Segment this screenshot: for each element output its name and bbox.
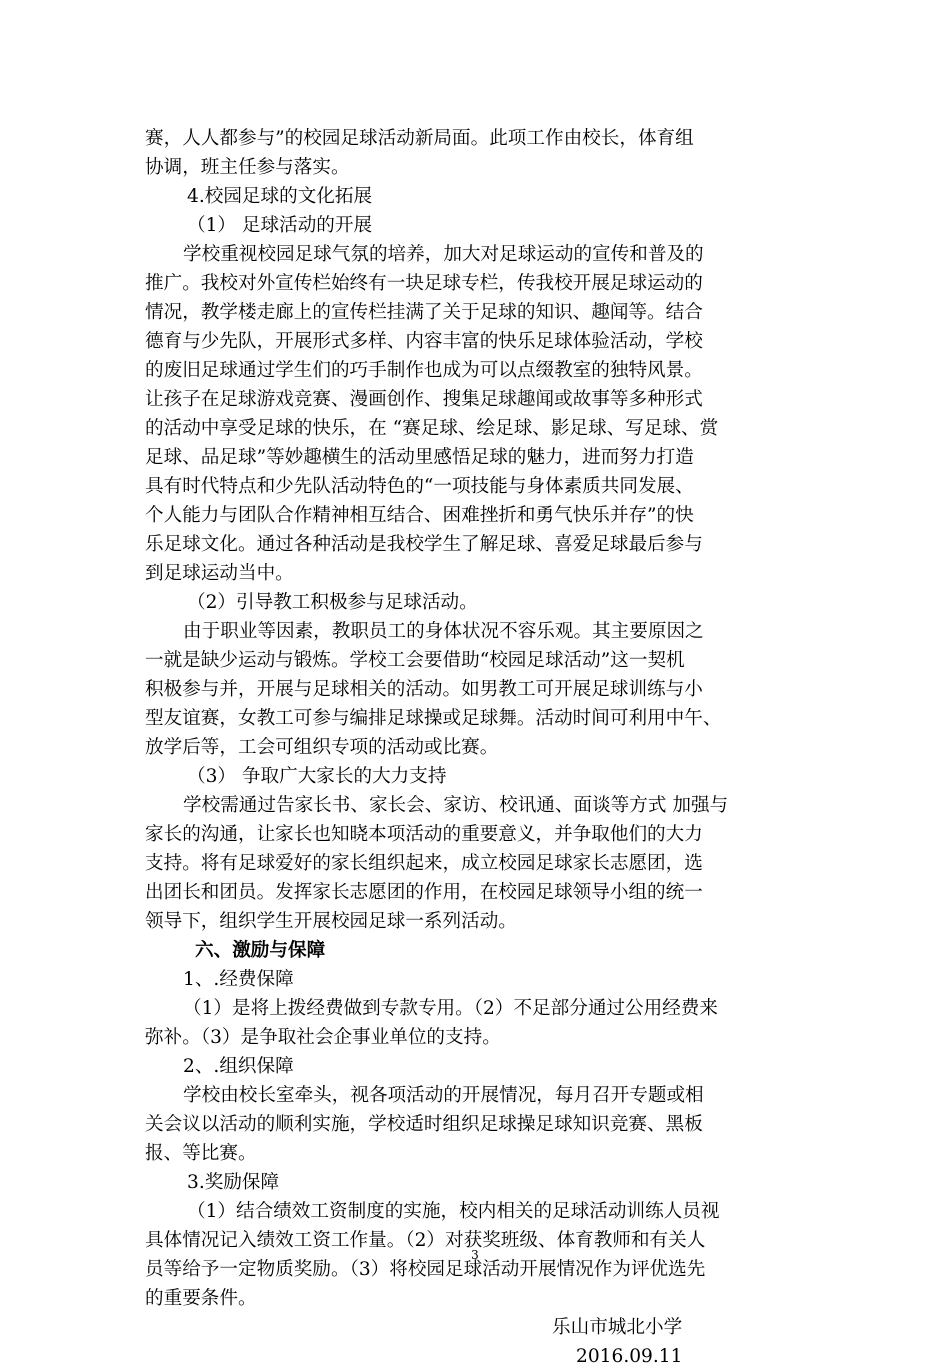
text-line: 足球、品足球”等妙趣横生的活动里感悟足球的魅力，进而努力打造 [145, 447, 694, 468]
text-line: 具体情况记入绩效工资工作量。（2）对获奖班级、体育教师和有关人 [145, 1230, 706, 1251]
section-heading: 1、.经费保障 [183, 969, 294, 990]
text-line: 积极参与并，开展与足球相关的活动。如男教工可开展足球训练与小 [145, 679, 703, 700]
text-line: 到足球运动当中。 [145, 563, 294, 584]
signature-org: 乐山市城北小学 [552, 1317, 683, 1338]
paragraph-start: 由于职业等因素，教职员工的身体状况不容乐观。其主要原因之 [183, 621, 704, 642]
text-line: 家长的沟通，让家长也知晓本项活动的重要意义，并争取他们的大力 [145, 824, 703, 845]
text-line: 员等给予一定物质奖励。（3）将校园足球活动开展情况作为评优选先 [145, 1259, 706, 1280]
text-line: 情况，教学楼走廊上的宣传栏挂满了关于足球的知识、趣闻等。结合 [145, 302, 703, 323]
text-line: 推广。我校对外宣传栏始终有一块足球专栏，传我校开展足球运动的 [145, 273, 703, 294]
text-line: 让孩子在足球游戏竞赛、漫画创作、搜集足球趣闻或故事等多种形式 [145, 389, 703, 410]
text-line: 的重要条件。 [145, 1288, 257, 1309]
section-heading: 2、.组织保障 [183, 1056, 294, 1077]
paragraph-start: （1）结合绩效工资制度的实施，校内相关的足球活动训练人员视 [187, 1201, 720, 1222]
text-line: 具有时代特点和少先队活动特色的“一项技能与身体素质共同发展、 [145, 476, 694, 497]
page-number: 3 [471, 1248, 479, 1262]
text-line: 的废旧足球通过学生们的巧手制作也成为可以点缀教室的独特风景。 [145, 360, 703, 381]
section-heading: 3.奖励保障 [187, 1172, 280, 1193]
text-line: 的活动中享受足球的快乐，在 “赛足球、绘足球、影足球、写足球、赏 [145, 418, 719, 439]
section-heading: 4.校园足球的文化拓展 [187, 186, 373, 207]
paragraph-start: （1）是将上拨经费做到专款专用。（2）不足部分通过公用经费来 [183, 998, 718, 1019]
text-line: 关会议以活动的顺利实施，学校适时组织足球操足球知识竞赛、黑板 [145, 1114, 703, 1135]
paragraph-start: 学校由校长室牵头，视各项活动的开展情况，每月召开专题或相 [183, 1085, 704, 1106]
paragraph-start: 学校需通过告家长书、家长会、家访、校讯通、面谈等方式 加强与 [183, 795, 729, 816]
subsection-heading: （3） 争取广大家长的大力支持 [187, 766, 447, 787]
paragraph-start: 学校重视校园足球气氛的培养，加大对足球运动的宣传和普及的 [183, 244, 704, 265]
text-line: 一就是缺少运动与锻炼。学校工会要借助“校园足球活动”这一契机 [145, 650, 685, 671]
text-line: 弥补。（3）是争取社会企事业单位的支持。 [145, 1027, 501, 1048]
text-line: 协调，班主任参与落实。 [145, 157, 350, 178]
subsection-heading: （1） 足球活动的开展 [187, 215, 373, 236]
text-line: 支持。将有足球爱好的家长组织起来，成立校园足球家长志愿团，选 [145, 853, 703, 874]
text-line: 德育与少先队，开展形式多样、内容丰富的快乐足球体验活动，学校 [145, 331, 703, 352]
text-line: 领导下，组织学生开展校园足球一系列活动。 [145, 911, 517, 932]
text-line: 乐足球文化。通过各种活动是我校学生了解足球、喜爱足球最后参与 [145, 534, 703, 555]
text-line: 型友谊赛，女教工可参与编排足球操或足球舞。活动时间可利用中午、 [145, 708, 722, 729]
text-line: 赛，人人都参与”的校园足球活动新局面。此项工作由校长，体育组 [145, 128, 694, 149]
document-body [145, 124, 815, 1371]
text-line: 个人能力与团队合作精神相互结合、困难挫折和勇气快乐并存”的快 [145, 505, 694, 526]
chapter-heading: 六、激励与保障 [195, 940, 326, 961]
signature-date: 2016.09.11 [576, 1346, 683, 1367]
text-line: 报、等比赛。 [145, 1143, 257, 1164]
text-line: 放学后等，工会可组织专项的活动或比赛。 [145, 737, 499, 758]
text-line: 出团长和团员。发挥家长志愿团的作用，在校园足球领导小组的统一 [145, 882, 703, 903]
subsection-heading: （2）引导教工积极参与足球活动。 [187, 592, 478, 613]
